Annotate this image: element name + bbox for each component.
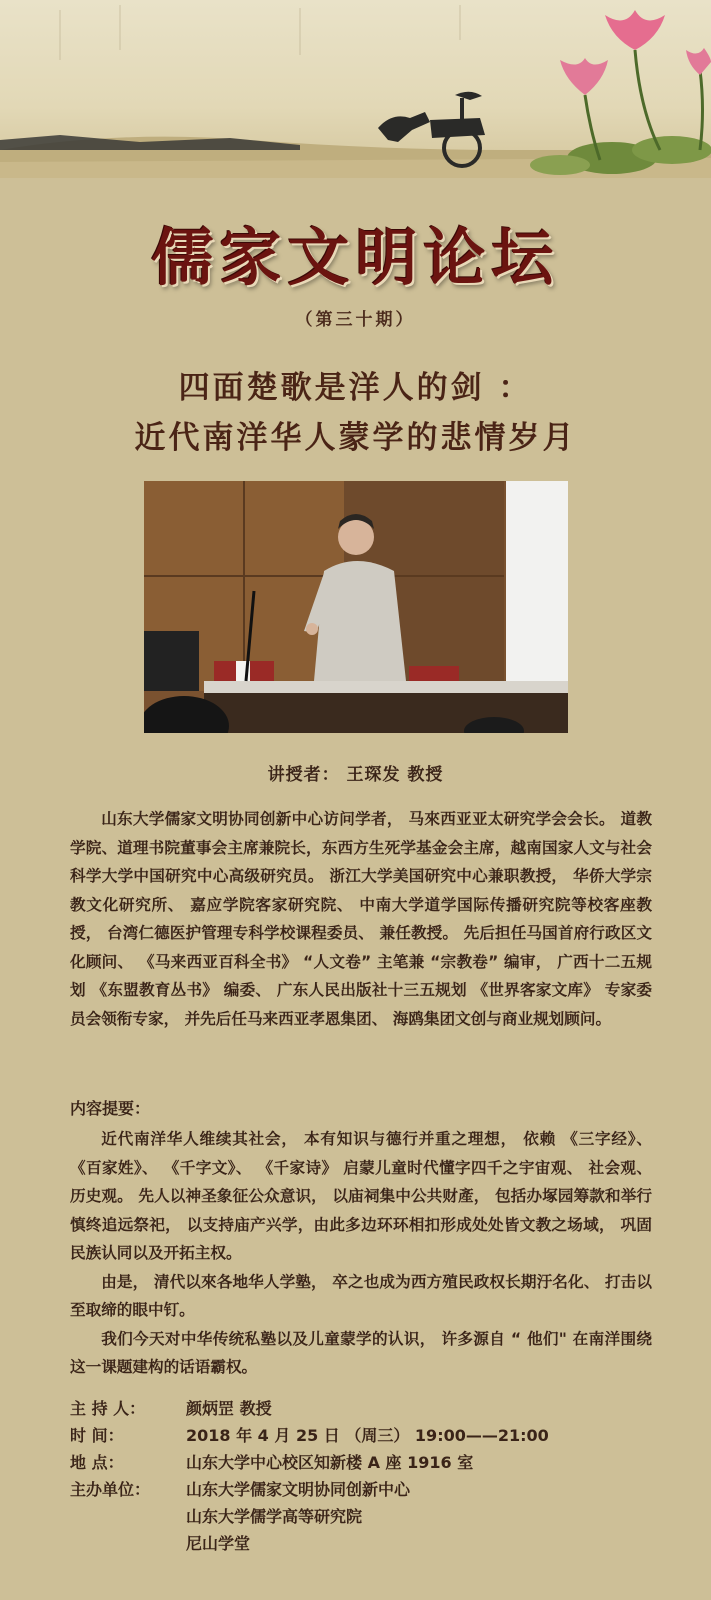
place-row (70, 1449, 670, 1476)
time-label: 时 间： (70, 1426, 124, 1445)
summary-paragraph-2: 由是， 清代以來各地华人学塾， 卒之也成为西方殖民政权长期汙名化、 打击以至取缔的眼中钉。 (70, 1272, 652, 1319)
organizer-item: 尼山学堂 (186, 1534, 251, 1553)
lecture-title-line1: 四面楚歌是洋人的剑 ： (178, 370, 533, 406)
place-value: 山东大学中心校区知新楼 A 座 1916 室 (186, 1453, 474, 1472)
host-value: 颜炳罡 教授 (186, 1399, 272, 1418)
place-label: 地 点： (70, 1453, 124, 1472)
landscape-illustration (0, 0, 711, 178)
lecturer-photo (144, 481, 568, 733)
organizer-item: 山东大学儒家文明协同创新中心 (186, 1480, 411, 1499)
lecture-title-line2: 近代南洋华人蒙学的悲情岁月 (134, 420, 577, 456)
summary-paragraph-1: 近代南洋华人维续其社会， 本有知识与德行并重之理想， 依赖 《三字经》、 《百家姓》、 《千字文》、 《千家诗》 启蒙儿童时代懂字四千之宇宙观、 社会观、 历史观。 先人以神圣象征公众意识， 以庙祠集中公共财產， 包括办塚园筹款和举行慎终追远祭祀， 以支持庙产兴学，由此多边环环相扣形成处处皆文教之场域， 巩固民族认同以及开拓主权。 (70, 1130, 652, 1262)
event-info (70, 1395, 670, 1557)
organizer-row (70, 1476, 670, 1557)
summary-paragraph-3: 我们今天对中华传统私塾以及儿童蒙学的认识， 许多源自 “ 他们" 在南洋围绕这一课题建构的话语霸权。 (70, 1329, 652, 1376)
bio-paragraph: 山东大学儒家文明协同创新中心访问学者， 马來西亚亚太研究学会会长。 道教学院、道理书院董事会主席兼院长，东西方生死学基金会主席，越南国家人文与社会科学大学中国研究中心高级研究员。 浙江大学美国研究中心兼职教授， 华侨大学宗教文化研究所、 嘉应学院客家研究院、 中南大学道学国际传播研究院等校客座教授， 台湾仁德医护管理专科学校课程委员、 兼任教授。 先后担任马国首府行政区文化顾问、 《马来西亚百科全书》 “人文卷” 主笔兼 “宗教卷” 编审， 广西十二五规划 《东盟教育丛书》 编委、 广东人民出版社十三五规划 《世界客家文库》 专家委员会领衔专家， 并先后任马来西亚孝恩集团、 海鸥集团文创与商业规划顾问。 (70, 810, 652, 1028)
header-banner (0, 0, 711, 178)
lecturer-line (0, 760, 711, 785)
organizer-label: 主办单位： (70, 1480, 151, 1499)
host-label: 主 持 人： (70, 1399, 146, 1418)
issue-number: （第三十期） (295, 310, 416, 330)
forum-title: 儒家文明论坛 (151, 221, 560, 294)
lecturer-bio (70, 805, 652, 1033)
time-row (70, 1422, 670, 1449)
organizer-item: 山东大学儒学高等研究院 (186, 1507, 363, 1526)
summary-section (70, 1125, 652, 1382)
time-value: 2018 年 4 月 25 日 （周三） 19:00——21:00 (186, 1426, 549, 1445)
host-row (70, 1395, 670, 1422)
lecturer-name: 王琛发 教授 (346, 765, 444, 785)
organizer-list (186, 1476, 670, 1557)
lecturer-label: 讲授者： (267, 765, 340, 785)
summary-heading: 内容提要： (70, 1099, 151, 1118)
